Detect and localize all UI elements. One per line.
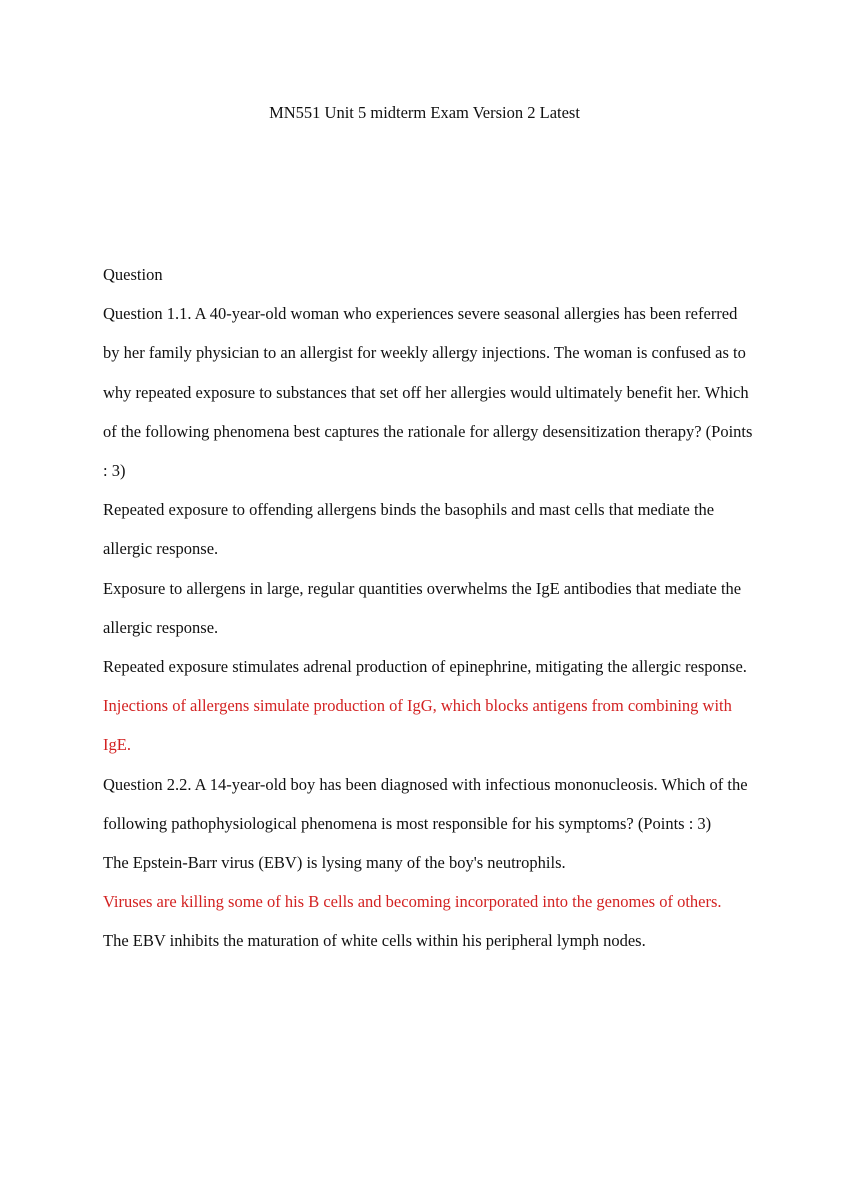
document-body <box>103 255 753 961</box>
question-prompt: Question 2.2. A 14-year-old boy has been diagnosed with infectious mononucleosis. Which of the following pathophysiological phenomena is most responsible for his symptoms? (Points : 3) <box>103 774 748 833</box>
document-title: MN551 Unit 5 midterm Exam Version 2 Latest <box>269 103 580 122</box>
answer-option: The EBV inhibits the maturation of white cells within his peripheral lymph nodes. <box>103 931 646 951</box>
answer-option: Repeated exposure to offending allergens binds the basophils and mast cells that mediate the allergic response. <box>103 500 715 559</box>
section-label: Question <box>103 265 163 284</box>
answer-option: Exposure to allergens in large, regular quantities overwhelms the IgE antibodies that mediate the allergic response. <box>103 578 742 637</box>
answer-option-highlighted: Injections of allergens simulate production of IgG, which blocks antigens from combining with IgE. <box>103 696 732 755</box>
answer-option-highlighted: Viruses are killing some of his B cells and becoming incorporated into the genomes of others. <box>103 892 722 912</box>
answer-option: Repeated exposure stimulates adrenal production of epinephrine, mitigating the allergic response. <box>103 657 747 677</box>
question-prompt: Question 1.1. A 40-year-old woman who experiences severe seasonal allergies has been referred by her family physician to an allergist for weekly allergy injections. The woman is confused as to why repeated exposure to substances that set off her allergies would ultimately benefit her. Which of the following phenomena best captures the rationale for allergy desensitization therapy? (Points : 3) <box>103 304 753 481</box>
question-block-2 <box>103 765 753 961</box>
answer-option: The Epstein-Barr virus (EBV) is lysing many of the boy's neutrophils. <box>103 853 566 873</box>
question-block-1 <box>103 294 753 764</box>
